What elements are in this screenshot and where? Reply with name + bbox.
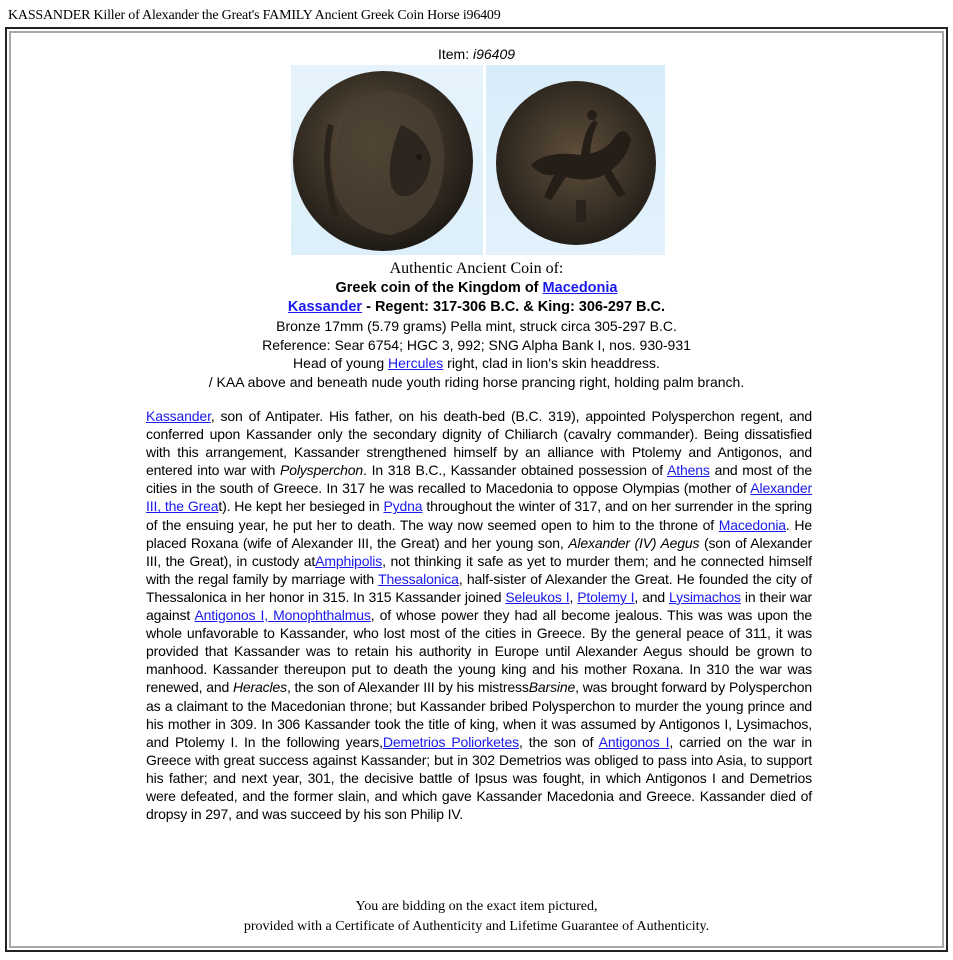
lysimachos-link[interactable]: Lysimachos	[669, 588, 741, 605]
authenticity-footer	[7, 897, 946, 937]
ptolemy-link[interactable]: Ptolemy I	[577, 588, 635, 605]
item-label: Item:	[437, 46, 473, 62]
bio-text: and most of the cities in the south of Greece. In 317 he was recalled to Macedonia to oppose Olympias (mother of	[146, 462, 812, 497]
bio-italic: Alexander (IV) Aegus	[568, 534, 700, 551]
bio-italic: Heracles	[232, 679, 287, 696]
bio-text: , not thinking it safe as yet to murder them; and he connected himself with the regal family by marriage with	[146, 552, 813, 587]
pydna-link[interactable]: Pydna	[383, 498, 423, 515]
footer-line-2: provided with a Certificate of Authenticity and Lifetime Guarantee of Authenticity.	[243, 919, 710, 934]
bio-text: . In 318 B.C., Kassander obtained possession of	[363, 462, 668, 479]
coin-title-prefix: Greek coin of the Kingdom of	[335, 280, 543, 296]
demetrios-link[interactable]: Demetrios Poliorketes	[382, 733, 519, 750]
coin-reference: Reference: Sear 6754; HGC 3, 992; SNG Alpha Bank I, nos. 930-931	[262, 336, 691, 353]
bio-text: t). He kept her besieged in	[218, 498, 384, 515]
amphipolis-link[interactable]: Amphipolis	[315, 552, 383, 569]
bio-text: in their war against	[146, 588, 812, 624]
bio-text: , the son of Alexander III by his mistress	[286, 679, 529, 696]
ruler-dates: - Regent: 317-306 B.C. & King: 306-297 B.C.	[362, 299, 666, 315]
antigonos-link[interactable]: Antigonos I	[598, 733, 670, 750]
bio-text: , carried on the war in Greece with great success against Kassander; but in 302 Demetrios was obliged to pass into Asia, to support his father; and next year, 301, the decisive battle of Ipsus was fought, in which Antigonos I and Demetrios were defeated, and the former slain, and which gave Kassander Macedonia and Greece. Kassander died of dropsy in 297, and was succeed by his son Philip IV.	[146, 733, 812, 823]
coin-obverse-image[interactable]	[291, 65, 483, 255]
coin-ruler	[7, 298, 946, 317]
item-id: i96409	[472, 46, 516, 62]
obverse-text-post: right, clad in lion's skin headdress.	[443, 355, 660, 371]
bio-text: throughout the winter of 317, and on her surrender in the spring of the ensuing year, he put her to death. The way now seemed open to him to the throne of	[146, 498, 812, 533]
kassander-link[interactable]: Kassander	[287, 299, 363, 315]
listing-frame	[5, 27, 948, 952]
kassander-biography	[146, 407, 812, 823]
bio-text: , the son of	[518, 733, 599, 750]
bio-kassander-link[interactable]: Kassander	[146, 408, 211, 424]
bio-italic: Barsine	[528, 679, 576, 696]
bio-text: . He placed Roxana (wife of Alexander III, the Great) and her young son,	[146, 516, 812, 551]
item-number	[7, 45, 946, 63]
coin-reverse-description: / KAA above and beneath nude youth riding horse prancing right, holding palm branch.	[208, 373, 745, 390]
coin-obverse-icon	[291, 65, 483, 255]
alexander-link[interactable]: Alexander III, the Grea	[146, 480, 812, 515]
coin-title	[7, 279, 946, 298]
antigonos-monophthalmus-link[interactable]: Antigonos I, Monophthalmus	[194, 607, 371, 624]
coin-specs: Bronze 17mm (5.79 grams) Pella mint, struck circa 305-297 B.C.	[276, 318, 677, 334]
thessalonica-link[interactable]: Thessalonica	[378, 570, 459, 587]
bio-text: , and	[634, 588, 669, 605]
macedonia-link[interactable]: Macedonia	[542, 280, 618, 296]
bio-text: , son of Antipater. His father, on his death-bed (B.C. 319), appointed Polysperchon regent, and conferred upon Kassander only the secondary dignity of Chiliarch (cavalry commander). Being dissatisfied with this arrangement, Kassander strengthened himself by an alliance with Ptolemy and Antigonos, and entered into war with	[146, 408, 812, 479]
bio-text: , half-sister of Alexander the Great. He founded the city of Thessalonica in her honor in 315. In 315 Kassander joined	[146, 570, 812, 605]
bio-text: , of whose power they had all become jealous. This was was upon the whole unfavorable to Kassander, who lost most of the cities in Greece. By the general peace of 311, it was provided that Kassander was to retain his authority in Europe until Alexander Aegus should be grown to manhood. Kassander thereupon put to death the young king and his mother Roxana. In 310 the war was renewed, and	[146, 607, 812, 696]
coin-obverse-description	[7, 354, 946, 373]
page-title: KASSANDER Killer of Alexander the Great's FAMILY Ancient Greek Coin Horse i96409	[8, 8, 501, 23]
bio-macedonia-link[interactable]: Macedonia	[718, 516, 786, 533]
bio-text: ,	[569, 588, 578, 605]
bio-text: , was brought forward by Polysperchon as a claimant to the Macedonian throne; but Kassander bribed Polysperchon to murder the young prince and his mother in 309. In 306 Kassander took the title of king, when it was assumed by Antigonos I, Lysimachos, and Ptolemy I. In the following years,	[146, 679, 812, 750]
authentic-heading: Authentic Ancient Coin of:	[389, 260, 564, 277]
obverse-text-pre: Head of young	[293, 355, 389, 371]
coin-reverse-icon	[486, 65, 665, 255]
coin-summary	[7, 259, 946, 391]
hercules-link[interactable]: Hercules	[388, 355, 444, 371]
coin-reverse-image[interactable]	[486, 65, 665, 255]
footer-line-1: You are bidding on the exact item pictured,	[355, 899, 598, 914]
bio-italic: Polysperchon	[280, 462, 364, 479]
bio-text: (son of Alexander III, the Great), in custody at	[146, 534, 812, 569]
athens-link[interactable]: Athens	[667, 462, 710, 479]
seleukos-link[interactable]: Seleukos I	[505, 588, 570, 605]
